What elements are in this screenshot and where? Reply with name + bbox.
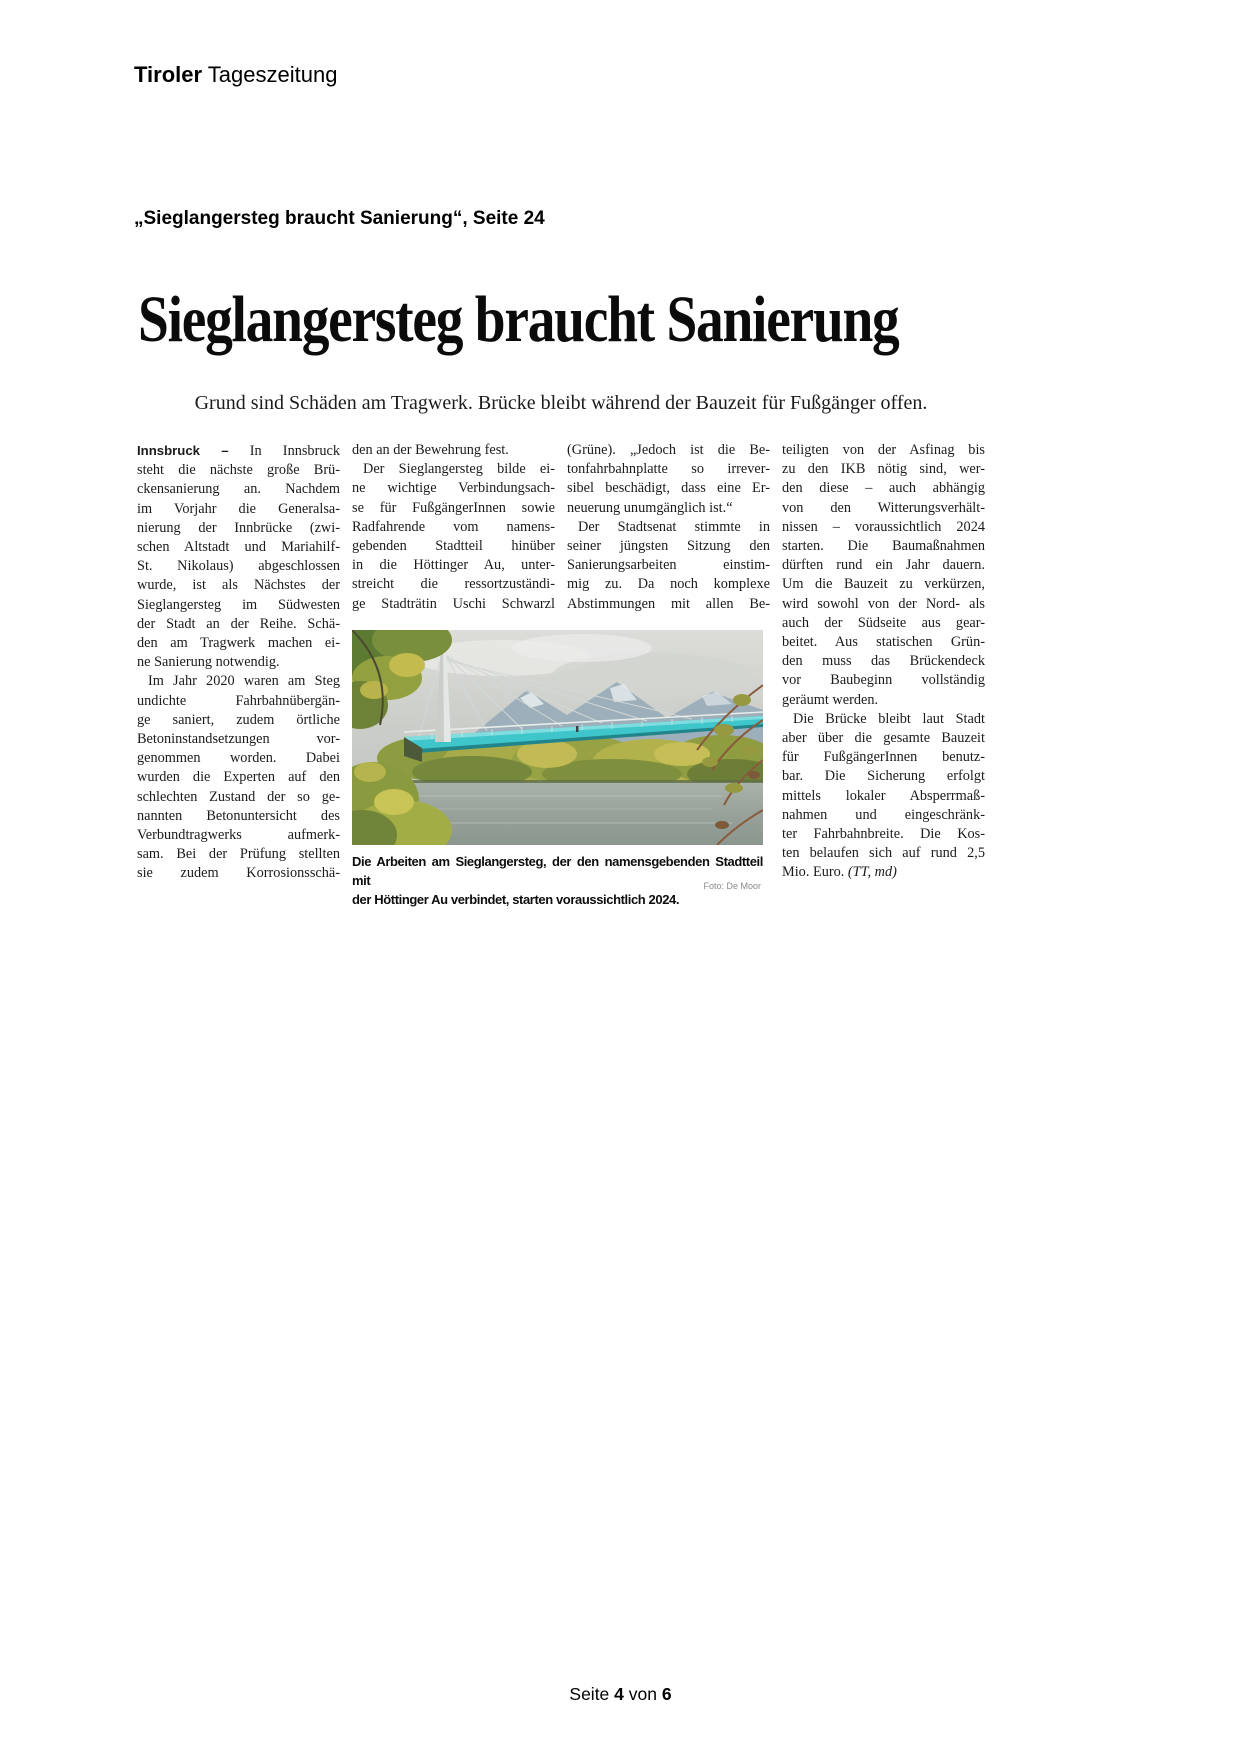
footer-label: Seite [569,1684,615,1704]
page-footer [0,1684,1241,1705]
text-column-1: Innsbruck – In Innsbruck steht die nächste große Brü- ckensanierung an. Nachdem im Vorjahr die Generalsa- nierung der Innbrücke (zwi- schen Altstadt und Mariahilf- St. Nikolaus) abgeschlossen wurde, ist als Nächstes der Sieglangersteg im Südwesten der Stadt an der Reihe. Schä- den am Tragwerk machen ei- ne Sanierung notwendig. Im Jahr 2020 waren am Steg undichte Fahrbahnübergän- ge saniert, zudem örtliche Betoninstandsetzungen vor- genommen worden. Dabei wurden die Experten auf den schlechten Zustand der so ge- nannten Betonuntersicht des Verbundtragwerks aufmerk- sam. Bei der Prüfung stellten sie zudem Korrosionsschä- [137,443,340,882]
masthead-bold-word: Tiroler [134,62,203,87]
photo-caption [352,852,763,909]
footer-current-page: 4 [614,1684,624,1704]
article-headline: Sieglangersteg braucht Sanierung [138,283,899,356]
article-subtitle: Grund sind Schäden am Tragwerk. Brücke bleibt während der Bauzeit für Fußgänger offen. [194,392,928,414]
bridge-photo-illustration [352,630,763,845]
text-column-2: den an der Bewehrung fest. Der Sieglangersteg bilde ei- ne wichtige Verbindungsach- se für FußgängerInnen sowie Radfahrende vom namens- gebenden Stadtteil hinüber in die Höttinger Au, unter- streicht die ressortzuständi- ge Stadträtin Uschi Schwarzl [352,442,555,612]
bridge-photo [352,630,763,845]
footer-separator: von [623,1684,662,1704]
photo-credit: Foto: De Moor [703,881,761,891]
footer-total-pages: 6 [661,1684,672,1704]
clip-reference-title: „Sieglangersteg braucht Sanierung“, Seite 24 [134,208,545,229]
text-column-3: (Grüne). „Jedoch ist die Be- tonfahrbahnplatte so irrever- sibel beschädigt, dass eine Er- neuerung unumgänglich ist.“ Der Stadtsenat stimmte in seiner jüngsten Sitzung den Sanierungsarbeiten einstim- mig zu. Da noch komplexe Abstimmungen mit allen Be- [567,442,770,612]
text-column-4: teiligten von der Asfinag bis zu den IKB nötig sind, wer- den diese – auch abhängig von den Witterungsverhält- nissen – voraussichtlich 2024 starten. Die Baumaßnahmen dürften rund ein Jahr dauern. Um die Bauzeit zu verkürzen, wird sowohl von der Nord- als auch der Südseite aus gear- beitet. Aus statischen Grün- den muss das Brückendeck vor Baubeginn vollständig geräumt werden. Die Brücke bleibt laut Stadt aber über die gesamte Bauzeit für FußgängerInnen benutz- bar. Die Sicherung erfolgt mittels lokaler Absperrmaß- nahmen und eingeschränk- ter Fahrbahnbreite. Die Kos- ten belaufen sich auf rund 2,5 Mio. Euro. (TT, md) [782,442,985,881]
masthead-regular-word: Tageszeitung [202,62,338,87]
newspaper-masthead [134,62,337,88]
photo-caption-text: Die Arbeiten am Sieglangersteg, der den namensgebenden Stadtteil mit der Höttinger Au verbindet, starten voraussichtlich 2024. [352,854,763,907]
